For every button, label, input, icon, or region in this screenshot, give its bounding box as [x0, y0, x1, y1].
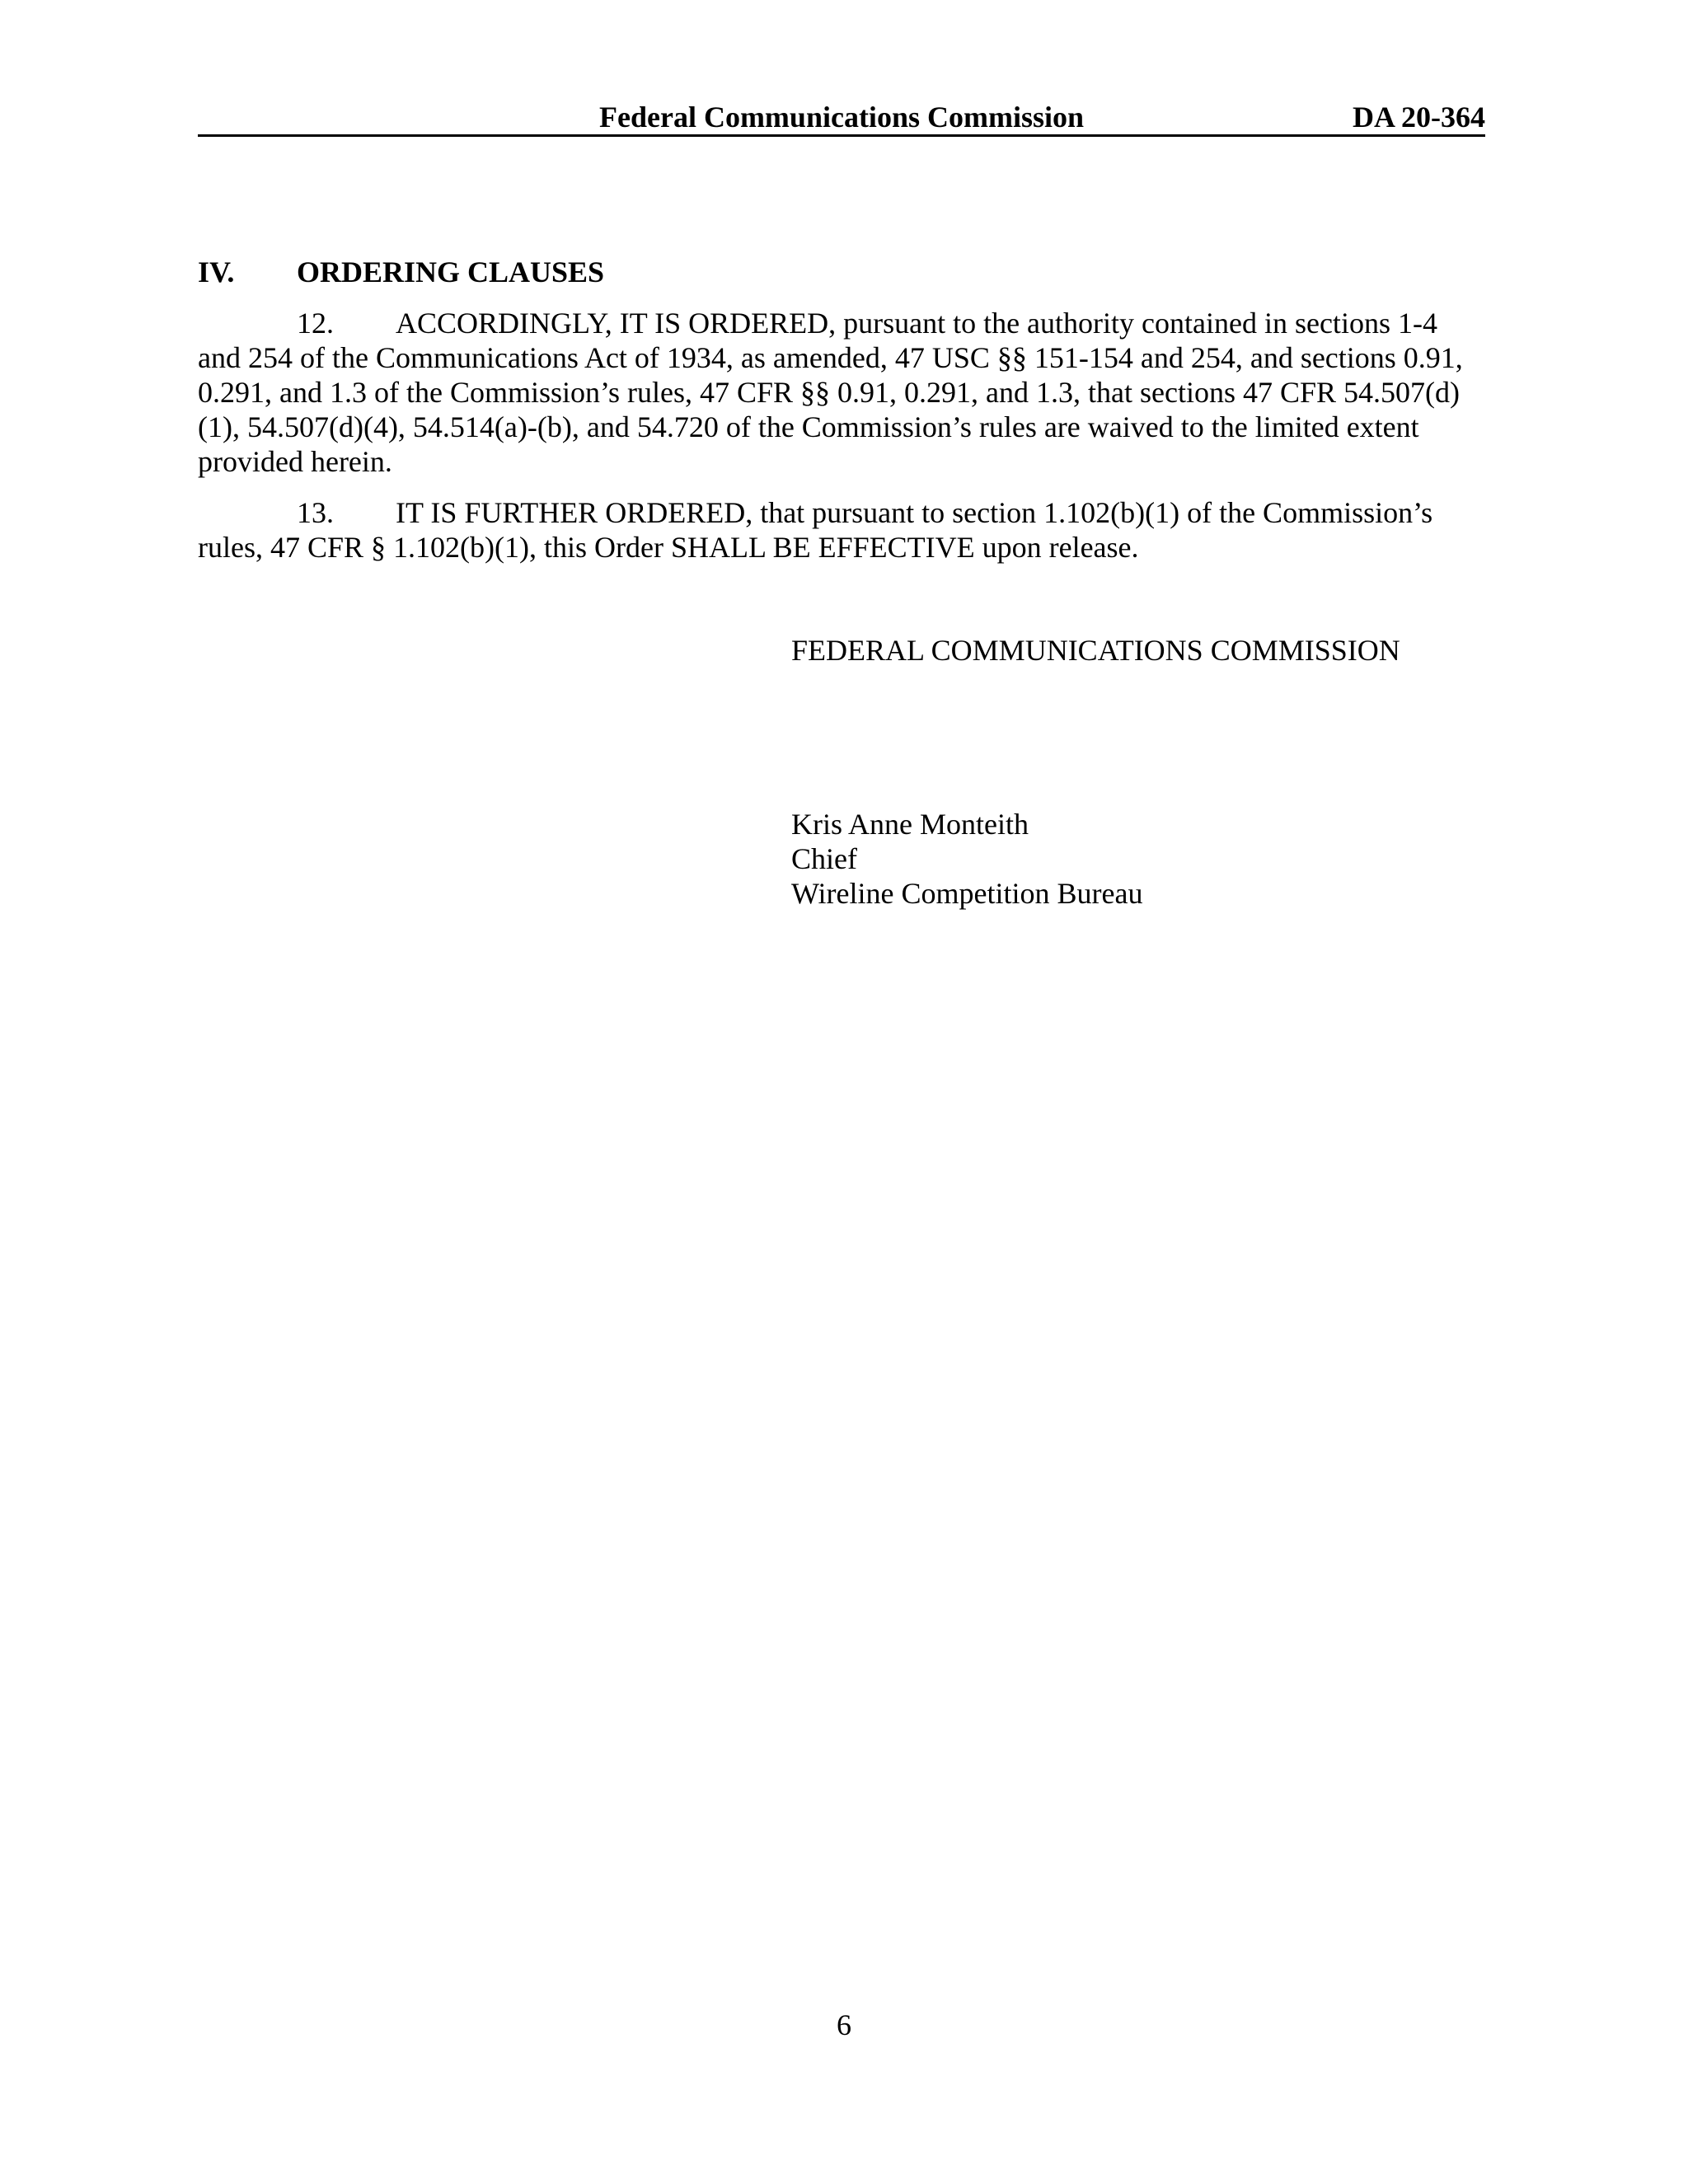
header-title: Federal Communications Commission — [599, 101, 1084, 134]
section-numeral: IV. — [198, 255, 235, 288]
signer-bureau: Wireline Competition Bureau — [791, 877, 1143, 910]
paragraph-12 — [198, 306, 1485, 479]
page-number: 6 — [837, 2008, 851, 2041]
paragraph-number: 13. — [297, 496, 334, 529]
signature-block — [791, 807, 1142, 911]
signature-agency: FEDERAL COMMUNICATIONS COMMISSION — [791, 634, 1400, 667]
paragraph-text: IT IS FURTHER ORDERED, that pursuant to section 1.102(b)(1) of the Commission’s rules, 47 CFR § 1.102(b)(1), this Order SHALL BE EFFECTIVE upon release. — [198, 496, 1433, 564]
signer-title: Chief — [791, 842, 857, 875]
paragraph-13 — [198, 495, 1485, 565]
paragraph-text: ACCORDINGLY, IT IS ORDERED, pursuant to the authority contained in sections 1-4 and 254 of the Communications Act of 1934, as amended, 47 USC §§ 151-154 and 254, and sections 0.91, 0.291, and 1.3 of the Commission’s rules, 47 CFR §§ 0.91, 0.291, and 1.3, that sections 47 CFR 54.507(d)(1), 54.507(d)(4), 54.514(a)-(b), and 54.720 of the Commission’s rules are waived to the limited extent provided herein. — [198, 307, 1463, 478]
section-heading — [198, 252, 604, 292]
section-title: ORDERING CLAUSES — [297, 255, 605, 288]
signer-name: Kris Anne Monteith — [791, 808, 1029, 841]
document-number: DA 20-364 — [1353, 101, 1485, 134]
paragraph-number: 12. — [297, 307, 334, 340]
page-header — [198, 97, 1485, 137]
